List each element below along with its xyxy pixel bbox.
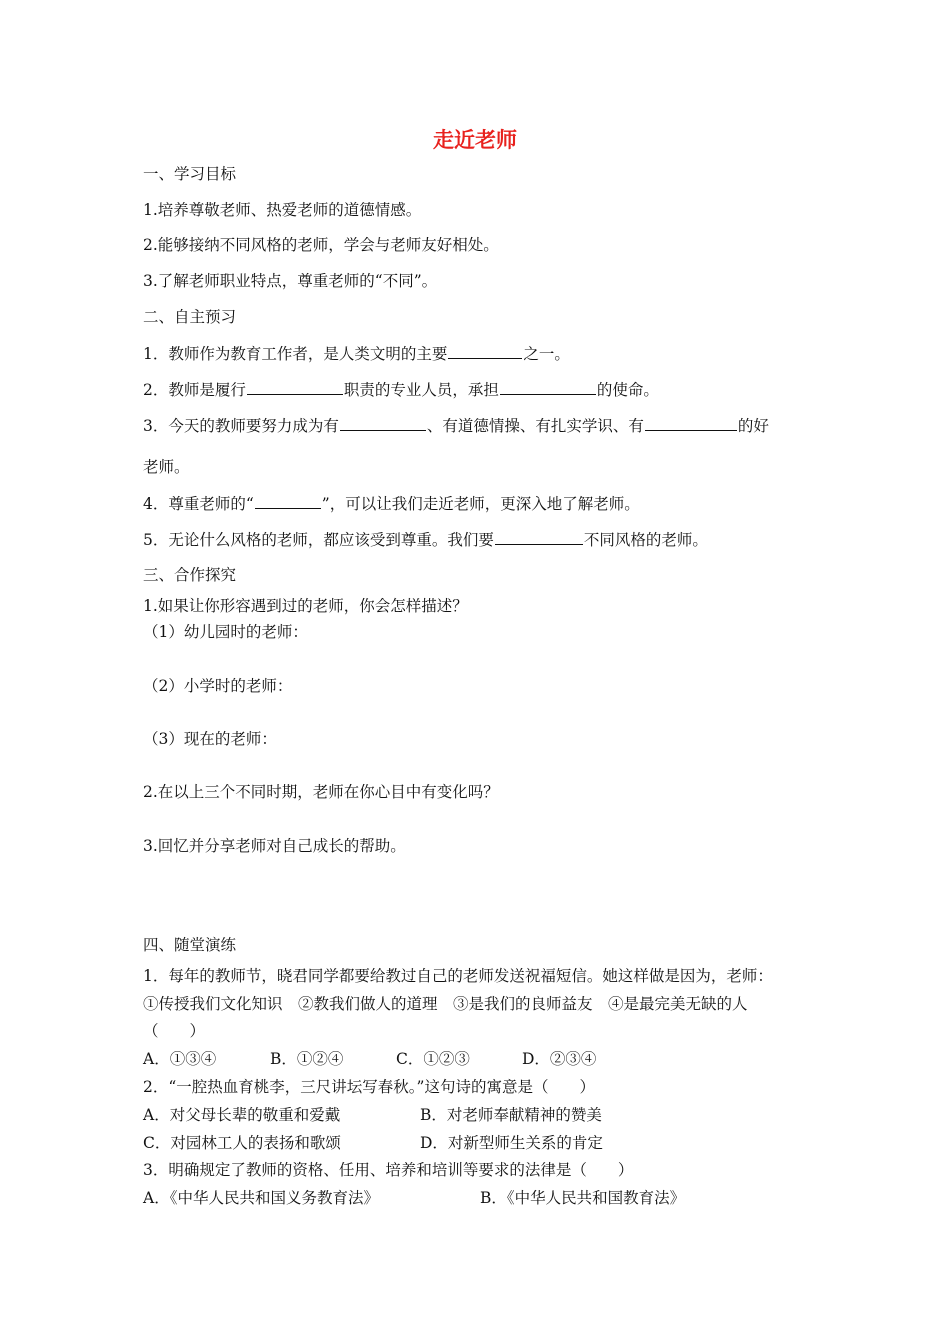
explore-question: 3.回忆并分享老师对自己成长的帮助。: [143, 837, 406, 855]
goal-item: 2.能够接纳不同风格的老师，学会与老师友好相处。: [143, 236, 499, 254]
fill-blank[interactable]: [500, 379, 596, 395]
answer-parentheses: （ ）: [143, 1022, 206, 1040]
option-d[interactable]: D．对新型师生关系的肯定: [420, 1134, 603, 1152]
preview-question-3-continued: 老师。: [143, 458, 190, 476]
option-d[interactable]: D．②③④: [522, 1050, 597, 1068]
question-text: 4．尊重老师的“: [143, 495, 254, 513]
question-text: 之一。: [523, 345, 570, 363]
practice-question-stem: 1．每年的教师节，晓君同学都要给教过自己的老师发送祝福短信。她这样做是因为，老师：: [143, 967, 773, 985]
option-c[interactable]: C．对园林工人的表扬和歌颂: [143, 1134, 341, 1152]
preview-question-2: [143, 379, 659, 400]
explore-question: 1.如果让你形容遇到过的老师，你会怎样描述？: [143, 597, 468, 615]
question-text: 5．无论什么风格的老师，都应该受到尊重。我们要: [143, 531, 494, 549]
option-c[interactable]: C．①②③: [396, 1050, 470, 1068]
option-a[interactable]: A．对父母长辈的敬重和爱戴: [143, 1106, 341, 1124]
fill-blank[interactable]: [255, 493, 321, 509]
section-heading-goals: 一、学习目标: [143, 165, 237, 183]
preview-question-1: [143, 343, 570, 364]
section-heading-preview: 二、自主预习: [143, 308, 237, 326]
practice-question-stem: 2．“一腔热血育桃李，三尺讲坛写春秋。”这句诗的寓意是（ ）: [143, 1078, 595, 1096]
section-heading-explore: 三、合作探究: [143, 566, 237, 584]
option-a[interactable]: A．①③④: [143, 1050, 217, 1068]
question-text: 的使命。: [596, 381, 659, 399]
preview-question-3: [143, 415, 769, 436]
section-heading-practice: 四、随堂演练: [143, 936, 237, 954]
question-text: 、有道德情操、有扎实学识、有: [426, 417, 644, 435]
practice-question-stem: 3．明确规定了教师的资格、任用、培养和培训等要求的法律是（ ）: [143, 1161, 634, 1179]
fill-blank[interactable]: [495, 529, 583, 545]
preview-question-4: [143, 493, 640, 514]
question-text: 1．教师作为教育工作者，是人类文明的主要: [143, 345, 448, 363]
goal-item: 3.了解老师职业特点，尊重老师的“不同”。: [143, 272, 438, 290]
question-text: 不同风格的老师。: [583, 531, 708, 549]
option-a[interactable]: A．《中华人民共和国义务教育法》: [143, 1189, 379, 1207]
goal-item: 1.培养尊敬老师、热爱老师的道德情感。: [143, 201, 422, 219]
option-b[interactable]: B．《中华人民共和国教育法》: [480, 1189, 686, 1207]
explore-subquestion: （3）现在的老师：: [143, 730, 277, 748]
question-text: 职责的专业人员，承担: [343, 381, 499, 399]
practice-question-items: ①传授我们文化知识 ②教我们做人的道理 ③是我们的良师益友 ④是最完美无缺的人: [143, 995, 748, 1013]
question-text: ”，可以让我们走近老师，更深入地了解老师。: [321, 495, 640, 513]
fill-blank[interactable]: [645, 415, 737, 431]
fill-blank[interactable]: [247, 379, 343, 395]
page-title: 走近老师: [433, 128, 517, 152]
question-text: 2．教师是履行: [143, 381, 246, 399]
option-b[interactable]: B．①②④: [270, 1050, 344, 1068]
question-text: 的好: [737, 417, 769, 435]
explore-subquestion: （2）小学时的老师：: [143, 677, 293, 695]
fill-blank[interactable]: [448, 343, 522, 359]
explore-question: 2.在以上三个不同时期，老师在你心目中有变化吗？: [143, 783, 499, 801]
preview-question-5: [143, 529, 708, 550]
question-text: 3．今天的教师要努力成为有: [143, 417, 339, 435]
option-b[interactable]: B．对老师奉献精神的赞美: [420, 1106, 602, 1124]
explore-subquestion: （1）幼儿园时的老师：: [143, 623, 308, 641]
fill-blank[interactable]: [340, 415, 426, 431]
